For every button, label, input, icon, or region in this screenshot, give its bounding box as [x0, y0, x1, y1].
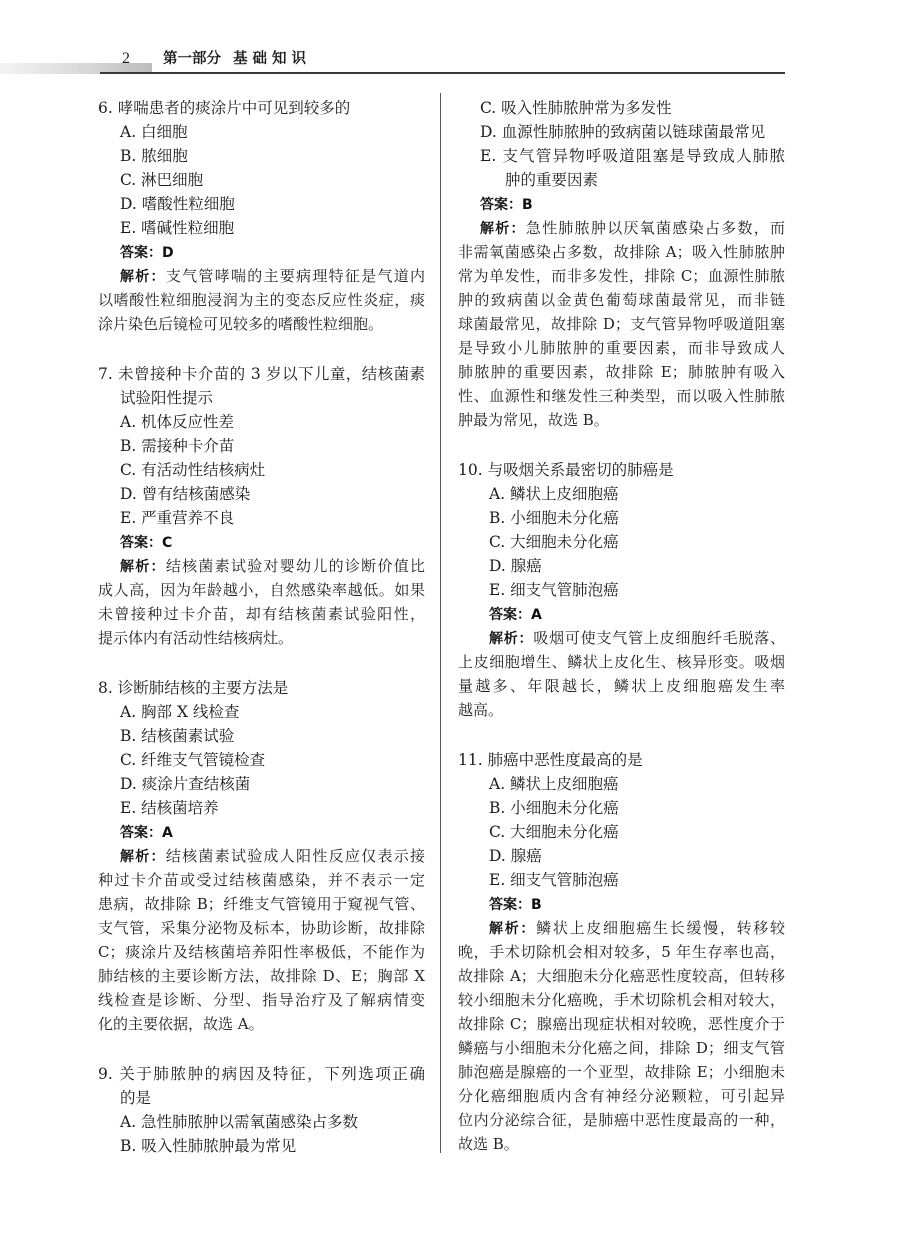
option-line: B. 小细胞未分化癌 — [489, 799, 619, 817]
answer-value: B — [522, 197, 533, 213]
option-line: D. 痰涂片查结核菌 — [120, 775, 251, 793]
analysis-line: 位内分泌综合征，是肺癌中恶性度最高的一种， — [458, 1111, 785, 1129]
analysis-line: 涂片染色后镜检可见较多的嗜酸性粒细胞。 — [98, 315, 384, 333]
option-line: C. 淋巴细胞 — [120, 171, 204, 189]
analysis-line: 故选 B。 — [458, 1135, 519, 1153]
option-line: E. 细支气管肺泡癌 — [489, 871, 619, 889]
option-line: C. 吸入性肺脓肿常为多发性 — [480, 99, 672, 117]
analysis-line — [458, 626, 785, 650]
analysis-label: 解析： — [120, 559, 166, 575]
analysis-line: 故排除 A；大细胞未分化癌恶性度较高，但转移 — [458, 967, 785, 985]
section-title: 基础知识 — [233, 51, 311, 67]
question-stem-line: 的是 — [120, 1089, 152, 1107]
analysis-line: 故排除 C；腺癌出现症状相对较晚，恶性度介于 — [458, 1015, 785, 1033]
answer-line — [458, 892, 785, 916]
option-line: C. 大细胞未分化癌 — [489, 533, 619, 551]
analysis-label: 解析： — [489, 921, 537, 937]
answer-line — [98, 820, 425, 844]
analysis-line: 化的主要依据，故选 A。 — [98, 1015, 264, 1033]
option-line: A. 胸部 X 线检查 — [120, 703, 240, 721]
analysis-line: 肺结核的主要诊断方法，故排除 D、E；胸部 X — [98, 967, 425, 985]
answer-value: C — [162, 535, 173, 551]
analysis-text: 鳞状上皮细胞癌生长缓慢，转移较 — [536, 919, 785, 937]
analysis-line: 晚，手术切除机会相对较多，5 年生存率也高， — [458, 943, 785, 961]
analysis-text: 支气管哮喘的主要病理特征是气道内 — [165, 267, 425, 285]
option-line: D. 嗜酸性粒细胞 — [120, 195, 235, 213]
option-line: A. 鳞状上皮细胞癌 — [489, 485, 619, 503]
answer-value: A — [531, 607, 542, 623]
question-block — [458, 748, 785, 1156]
analysis-line: 分化癌细胞质内含有神经分泌颗粒，可引起异 — [458, 1087, 785, 1105]
analysis-line: 支气管，采集分泌物及标本，协助诊断，故排除 — [98, 919, 425, 937]
option-line: D. 腺癌 — [489, 557, 542, 575]
question-stem-line: 6. 哮喘患者的痰涂片中可见到较多的 — [98, 99, 351, 117]
option-line: E. 结核菌培养 — [120, 799, 219, 817]
analysis-text: 结核菌素试验成人阳性反应仅表示接 — [165, 847, 425, 865]
answer-label: 答案： — [489, 897, 531, 913]
answer-value: B — [531, 897, 542, 913]
answer-label: 答案： — [120, 825, 162, 841]
answer-label: 答案： — [120, 245, 162, 261]
option-line: C. 有活动性结核病灶 — [120, 461, 266, 479]
analysis-text: 急性肺脓肿以厌氧菌感染占多数，而 — [525, 219, 785, 237]
option-line: A. 白细胞 — [120, 123, 188, 141]
analysis-line — [458, 216, 785, 240]
answer-line — [458, 192, 785, 216]
question-stem-line: 试验阳性提示 — [120, 389, 214, 407]
analysis-line: 种过卡介苗或受过结核菌感染，并不表示一定 — [98, 871, 425, 889]
question-block — [98, 676, 425, 1036]
option-line: B. 吸入性肺脓肿最为常见 — [120, 1137, 297, 1155]
option-line: 肿的重要因素 — [505, 171, 599, 189]
analysis-line: 球菌最常见，故排除 D；支气管异物呼吸道阻塞 — [458, 315, 785, 333]
analysis-text: 结核菌素试验对婴幼儿的诊断价值比 — [165, 557, 425, 575]
answer-line — [458, 602, 785, 626]
analysis-line: 量越多、年限越长，鳞状上皮细胞癌发生率 — [458, 677, 785, 695]
question-block — [458, 458, 785, 722]
analysis-line — [98, 554, 425, 578]
option-line: C. 纤维支气管镜检查 — [120, 751, 266, 769]
option-line: A. 鳞状上皮细胞癌 — [489, 775, 619, 793]
analysis-line: 提示体内有活动性结核病灶。 — [98, 629, 294, 647]
right-column — [458, 96, 785, 1156]
analysis-line: 性、血源性和继发性三种类型，而以吸入性肺脓 — [458, 387, 785, 405]
option-line: C. 大细胞未分化癌 — [489, 823, 619, 841]
answer-label: 答案： — [120, 535, 162, 551]
question-stem-line: 11. 肺癌中恶性度最高的是 — [458, 751, 643, 769]
option-line: B. 需接种卡介苗 — [120, 437, 235, 455]
column-divider — [440, 93, 441, 1153]
analysis-line: 非需氧菌感染占多数，故排除 A；吸入性肺脓肿 — [458, 243, 785, 261]
question-block — [98, 96, 425, 336]
question-block — [98, 362, 425, 650]
running-header — [163, 49, 311, 69]
answer-line — [98, 240, 425, 264]
option-line: E. 支气管异物呼吸道阻塞是导致成人肺脓 — [480, 147, 785, 165]
answer-value: A — [162, 825, 173, 841]
analysis-line: C；痰涂片及结核菌培养阳性率极低，不能作为 — [98, 943, 425, 961]
option-line: A. 急性肺脓肿以需氧菌感染占多数 — [120, 1113, 359, 1131]
analysis-line: 肿最为常见，故选 B。 — [458, 411, 609, 429]
answer-line — [98, 530, 425, 554]
answer-label: 答案： — [480, 197, 522, 213]
analysis-line — [98, 844, 425, 868]
analysis-line: 是导致小儿肺脓肿的重要因素，而非导致成人 — [458, 339, 785, 357]
analysis-line: 较小细胞未分化癌晚，手术切除机会相对较大， — [458, 991, 785, 1009]
option-line: B. 小细胞未分化癌 — [489, 509, 619, 527]
analysis-line: 线检查是诊断、分型、指导治疗及了解病情变 — [98, 991, 425, 1009]
analysis-line: 越高。 — [458, 701, 504, 719]
analysis-line — [458, 916, 785, 940]
analysis-line: 肺泡癌是腺癌的一个亚型，故排除 E；小细胞未 — [458, 1063, 785, 1081]
answer-label: 答案： — [489, 607, 531, 623]
option-line: B. 脓细胞 — [120, 147, 188, 165]
analysis-line — [98, 264, 425, 288]
analysis-line: 肺脓肿的重要因素，故排除 E；肺脓肿有吸入 — [458, 363, 785, 381]
question-stem-line: 10. 与吸烟关系最密切的肺癌是 — [458, 461, 674, 479]
header-rule — [100, 72, 785, 74]
analysis-line: 肿的致病菌以金黄色葡萄球菌最常见，而非链 — [458, 291, 785, 309]
analysis-line: 成人高，因为年龄越小，自然感染率越低。如果 — [98, 581, 425, 599]
question-stem-line: 7. 未曾接种卡介苗的 3 岁以下儿童，结核菌素 — [98, 365, 425, 383]
option-line: E. 细支气管肺泡癌 — [489, 581, 619, 599]
option-line: D. 血源性肺脓肿的致病菌以链球菌最常见 — [480, 123, 766, 141]
analysis-label: 解析： — [489, 631, 534, 647]
analysis-text: 吸烟可使支气管上皮细胞纤毛脱落、 — [533, 629, 785, 647]
analysis-label: 解析： — [120, 269, 166, 285]
answer-value: D — [162, 245, 174, 261]
analysis-label: 解析： — [120, 849, 166, 865]
option-line: E. 严重营养不良 — [120, 509, 235, 527]
option-line: E. 嗜碱性粒细胞 — [120, 219, 235, 237]
question-stem-line: 9. 关于肺脓肿的病因及特征，下列选项正确 — [98, 1065, 425, 1083]
analysis-line: 未曾接种过卡介苗，却有结核菌素试验阳性， — [98, 605, 425, 623]
question-block — [98, 1062, 425, 1158]
option-line: D. 曾有结核菌感染 — [120, 485, 251, 503]
analysis-label: 解析： — [480, 221, 526, 237]
part-title: 第一部分 — [163, 51, 221, 67]
analysis-line: 以嗜酸性粒细胞浸润为主的变态反应性炎症，痰 — [98, 291, 425, 309]
option-line: A. 机体反应性差 — [120, 413, 235, 431]
question-stem-line: 8. 诊断肺结核的主要方法是 — [98, 679, 289, 697]
analysis-line: 上皮细胞增生、鳞状上皮化生、核异形变。吸烟 — [458, 653, 785, 671]
option-line: B. 结核菌素试验 — [120, 727, 235, 745]
question-block — [458, 96, 785, 432]
analysis-line: 患病，故排除 B；纤维支气管镜用于窥视气管、 — [98, 895, 425, 913]
analysis-line: 鳞癌与小细胞未分化癌之间，排除 D；细支气管 — [458, 1039, 785, 1057]
analysis-line: 常为单发性，而非多发性，排除 C；血源性肺脓 — [458, 267, 785, 285]
page-number: 2 — [122, 50, 130, 67]
left-column — [98, 96, 425, 1158]
option-line: D. 腺癌 — [489, 847, 542, 865]
